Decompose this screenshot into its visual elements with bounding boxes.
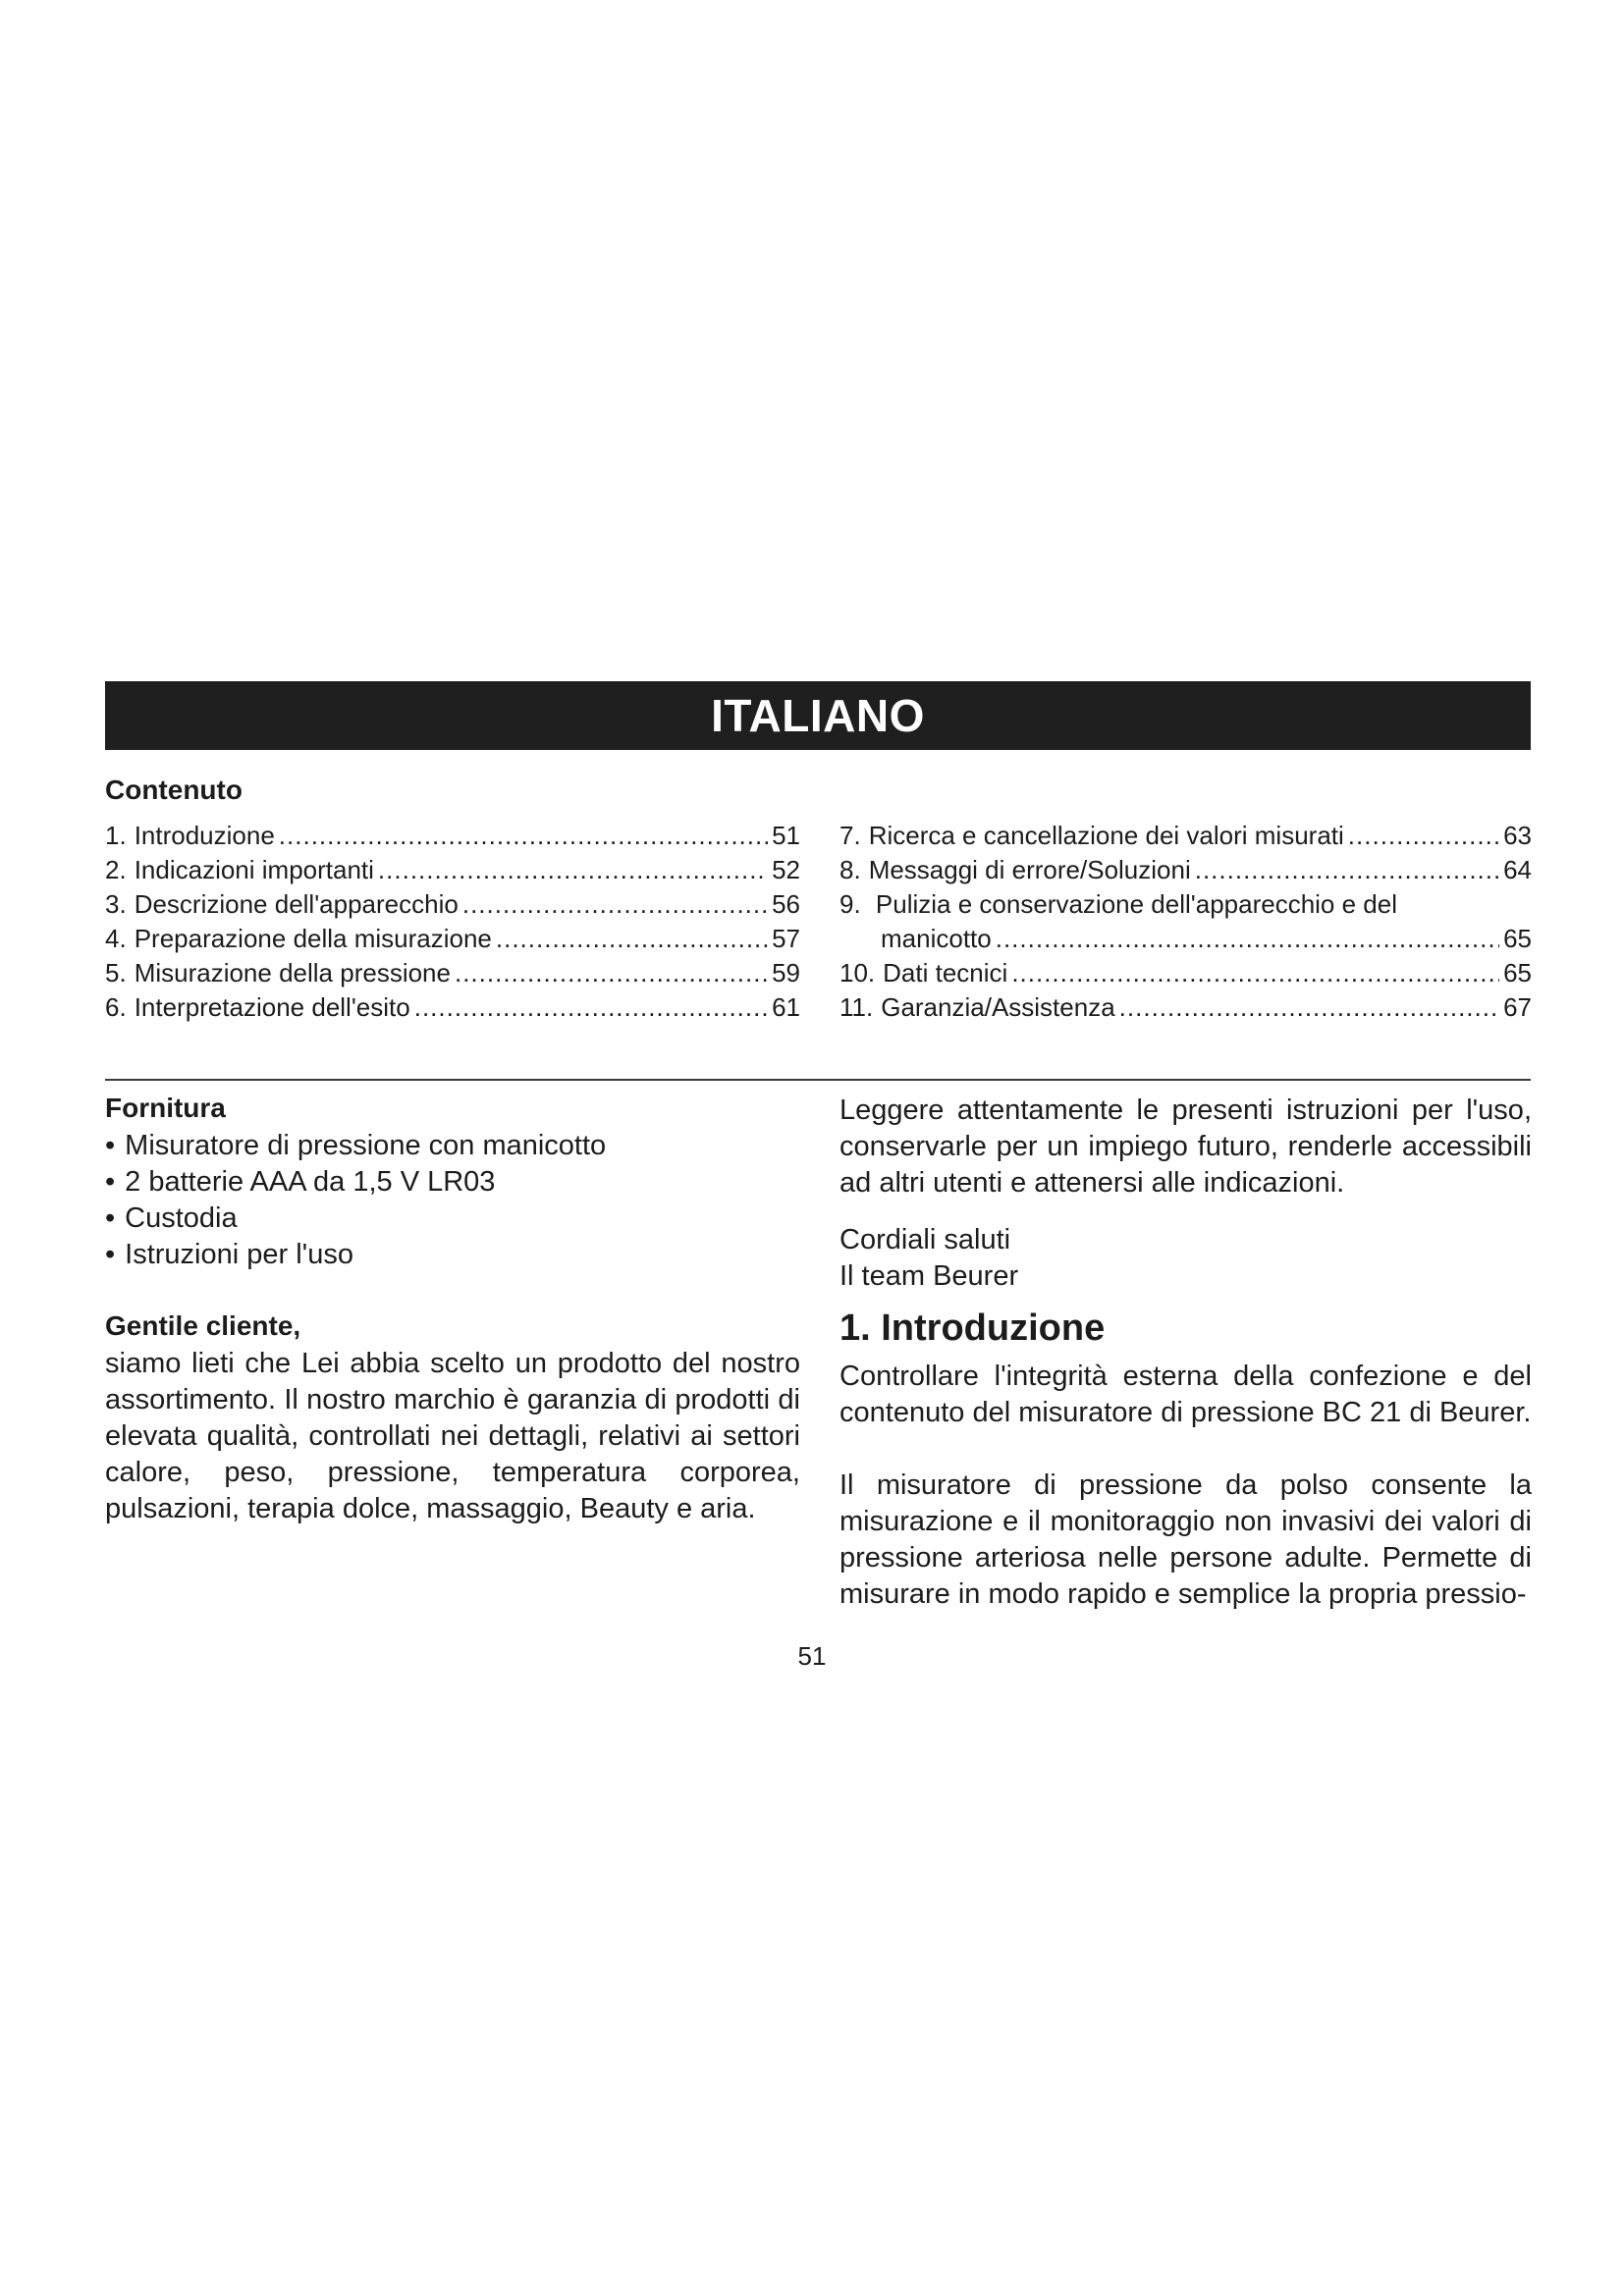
toc-dot-leader <box>1119 990 1499 1025</box>
toc-entry-page: 61 <box>772 992 800 1022</box>
toc-entry-page: 59 <box>772 958 800 988</box>
toc-entry-page: 63 <box>1503 821 1532 850</box>
toc-entry-page: 51 <box>772 821 800 850</box>
list-item: • Custodia <box>105 1201 606 1237</box>
toc-entry-number: 1. <box>105 821 127 850</box>
toc-entry-second-line <box>839 922 1532 956</box>
toc-entry <box>105 887 800 922</box>
toc-entry <box>105 956 800 990</box>
list-item: • Istruzioni per l'uso <box>105 1237 606 1273</box>
toc-entry-page: 57 <box>772 924 800 953</box>
toc-dot-leader <box>455 956 768 990</box>
toc-entry-title: Garanzia/Assistenza <box>881 992 1115 1022</box>
fornitura-heading: Fornitura <box>105 1093 226 1123</box>
toc-entry-first-line <box>839 887 1532 922</box>
toc-entry <box>839 956 1532 990</box>
toc-entry <box>839 887 1532 956</box>
toc-dot-leader <box>279 819 768 853</box>
introduction-heading: 1. Introduzione <box>839 1308 1106 1349</box>
toc-entry-number: 6. <box>105 992 127 1022</box>
greeting-heading: Gentile cliente, <box>105 1310 301 1341</box>
toc-entry-number: 5. <box>105 958 127 988</box>
toc-entry-number: 3. <box>105 889 127 919</box>
toc-entry-number: 10. <box>839 958 876 988</box>
toc-dot-leader <box>378 853 768 887</box>
list-item: • Misuratore di pressione con manicotto <box>105 1128 606 1164</box>
toc-entry-number: 8. <box>839 855 861 884</box>
toc-entry-title: Interpretazione dell'esito <box>134 992 410 1022</box>
toc-entry <box>105 990 800 1025</box>
toc-entry-page: 67 <box>1503 992 1532 1022</box>
toc-entry-number: 11. <box>839 992 874 1022</box>
toc-entry-title: Misurazione della pressione <box>134 958 451 988</box>
introduction-paragraph-1: Controllare l'integrità esterna della confezione e del contenuto del misuratore di pressione BC 21 di Beurer. <box>839 1361 1532 1428</box>
toc-entry-page: 65 <box>1503 958 1532 988</box>
toc-right-column <box>839 819 1532 1025</box>
toc-entry <box>839 819 1532 853</box>
toc-entry-page: 64 <box>1503 855 1532 884</box>
page-number: 51 <box>797 1641 827 1671</box>
toc-entry <box>105 922 800 956</box>
closing-salutation: Cordiali saluti <box>839 1224 1011 1255</box>
toc-entry <box>105 819 800 853</box>
greeting-paragraph: siamo lieti che Lei abbia scelto un prodotto del nostro assortimento. Il nostro marchio è garanzia di prodotti di elevata qualità, controllati nei dettagli, relativi ai settori calore, peso, pressione, temperatura corporea, pulsazioni, terapia dolce, massaggio, Beauty e aria. <box>105 1348 800 1524</box>
toc-dot-leader <box>1348 819 1499 853</box>
toc-entry-title: Descrizione dell'apparecchio <box>134 889 459 919</box>
instructions-paragraph: Leggere attentamente le presenti istruzioni per l'uso, conservarle per un impiego futuro, renderle accessibili ad altri utenti e attenersi alle indicazioni. <box>839 1095 1532 1199</box>
toc-entry-number: 4. <box>105 924 127 953</box>
toc-entry-number: 7. <box>839 821 861 850</box>
toc-entry <box>105 853 800 887</box>
toc-dot-leader <box>1195 853 1499 887</box>
language-banner <box>105 681 1531 750</box>
list-item: • 2 batterie AAA da 1,5 V LR03 <box>105 1164 606 1201</box>
introduction-paragraph-2: Il misuratore di pressione da polso consente la misurazione e il monitoraggio non invasivi dei valori di pressione arteriosa nelle persone adulte. Permette di misurare in modo rapido e semplice la propria pressio- <box>839 1469 1532 1610</box>
toc-entry-title: Dati tecnici <box>883 958 1008 988</box>
toc-entry-title: Messaggi di errore/Soluzioni <box>868 855 1191 884</box>
banner-title: ITALIANO <box>711 690 925 741</box>
toc-entry-title: Introduzione <box>134 821 275 850</box>
toc-entry-number: 9. <box>839 889 861 919</box>
toc-entry-title: Indicazioni importanti <box>134 855 374 884</box>
toc-heading: Contenuto <box>105 774 243 805</box>
toc-entry-title: Pulizia e conservazione dell'apparecchio e del <box>875 889 1397 919</box>
toc-entry <box>839 853 1532 887</box>
toc-entry-title: Preparazione della misurazione <box>134 924 492 953</box>
toc-left-column <box>105 819 800 1025</box>
toc-dot-leader <box>996 922 1499 956</box>
toc-entry-page: 52 <box>772 855 800 884</box>
toc-dot-leader <box>1011 956 1499 990</box>
toc-entry <box>839 990 1532 1025</box>
toc-entry-page: 65 <box>1503 924 1532 953</box>
toc-dot-leader <box>462 887 768 922</box>
section-divider <box>105 1079 1531 1081</box>
toc-entry-title-continued: manicotto <box>881 924 992 953</box>
fornitura-list <box>105 1128 606 1273</box>
toc-entry-number: 2. <box>105 855 127 884</box>
toc-dot-leader <box>414 990 768 1025</box>
toc-entry-page: 56 <box>772 889 800 919</box>
toc-dot-leader <box>496 922 768 956</box>
closing-signature: Il team Beurer <box>839 1260 1019 1292</box>
toc-entry-title: Ricerca e cancellazione dei valori misurati <box>868 821 1344 850</box>
